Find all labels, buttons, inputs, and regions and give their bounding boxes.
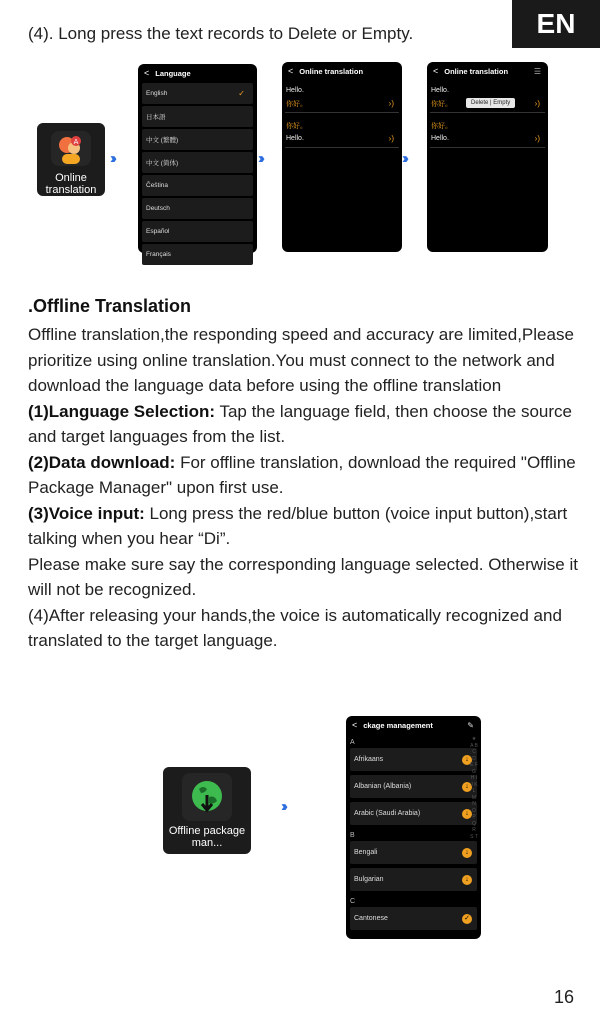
back-icon[interactable]: < (288, 66, 294, 76)
edit-icon[interactable]: ✎ (467, 720, 474, 730)
online-translation-screen (282, 62, 402, 252)
language-screen-header (138, 64, 257, 82)
record-target-text[interactable]: Hello. ›) (431, 134, 540, 143)
section-body (28, 322, 578, 654)
offline-package-manager-app-icon[interactable] (163, 767, 251, 854)
language-item[interactable]: Deutsch (142, 198, 253, 219)
package-management-screen (346, 716, 481, 939)
speaker-icon[interactable]: ›) (534, 134, 540, 143)
section-title: .Offline Translation (28, 296, 192, 316)
divider (285, 112, 399, 113)
package-item[interactable]: Albanian (Albania) ↓ (350, 775, 477, 798)
download-icon[interactable]: ↓ (462, 809, 472, 819)
translation-screen-header (282, 62, 402, 80)
package-item[interactable]: Cantonese ✓ (350, 907, 477, 930)
arrow-right-icon: ››› (110, 150, 113, 167)
language-item[interactable]: Čeština (142, 175, 253, 196)
section-letter: B (350, 831, 355, 839)
record-source-text[interactable]: 你好。 (431, 122, 452, 130)
divider (430, 147, 545, 148)
translation-people-icon (51, 131, 91, 166)
step-1: (1)Language Selection: Tap the language field, then choose the source and target languages from the list. (28, 401, 572, 446)
back-icon[interactable]: < (352, 720, 358, 730)
record-source-text[interactable]: Hello. (286, 87, 304, 94)
delete-button[interactable]: Delete (471, 100, 489, 106)
package-item[interactable]: Arabic (Saudi Arabia) ↓ (350, 802, 477, 825)
translation-screen-header (427, 62, 548, 80)
page-number: 16 (553, 987, 574, 1007)
alphabet-index[interactable]: ★ A B C D E F G H I J K L M N O P Q R S T (470, 736, 478, 840)
language-item[interactable]: 日本語 (142, 106, 253, 127)
package-screen-title: ckage management (363, 720, 433, 730)
language-item[interactable]: 中文 (繁體) (142, 129, 253, 150)
package-screen-header (346, 716, 481, 734)
globe-download-icon (182, 773, 232, 821)
package-item[interactable]: Bulgarian ↓ (350, 868, 477, 891)
language-badge: EN (512, 0, 600, 48)
speaker-icon[interactable]: ›) (388, 134, 394, 143)
section-letter: A (350, 738, 355, 746)
language-item[interactable]: 中文 (简体) (142, 152, 253, 173)
record-source-text[interactable]: 你好。 (286, 122, 307, 130)
language-item[interactable]: Français (142, 244, 253, 265)
section-letter: C (350, 897, 356, 905)
back-icon[interactable]: < (144, 68, 150, 78)
language-item[interactable]: English ✓ (142, 83, 253, 104)
record-source-text[interactable]: Hello. (431, 87, 449, 94)
download-icon[interactable]: ↓ (462, 755, 472, 765)
package-item[interactable]: Afrikaans ↓ (350, 748, 477, 771)
translation-screen-title: Online translation (299, 66, 364, 76)
divider (285, 147, 399, 148)
arrow-right-icon: ››› (258, 150, 261, 167)
online-translation-screen-popup (427, 62, 548, 252)
language-note: Please make sure say the corresponding language selected. Otherwise it will not be recognized. (28, 554, 578, 599)
step-4-instruction: (4). Long press the text records to Delete or Empty. (28, 24, 414, 43)
language-screen (138, 64, 257, 258)
menu-icon[interactable]: ☰ (533, 66, 541, 76)
empty-button[interactable]: Empty (493, 100, 511, 106)
record-target-text[interactable]: 你好。 ›) (286, 99, 394, 108)
intro-paragraph: Offline translation,the responding speed and accuracy are limited,Please prioritize using online translation.You must connect to the network and download the language data before using the offline translation (28, 325, 574, 395)
download-icon[interactable]: ↓ (462, 875, 472, 885)
language-screen-title: Language (155, 68, 191, 78)
speaker-icon[interactable]: ›) (388, 99, 394, 108)
step-4: (4)After releasing your hands,the voice is automatically recognized and translated to the target language. (28, 605, 562, 650)
record-target-text[interactable]: 你好。 Delete | Empty ›) (431, 99, 540, 108)
arrow-right-icon: ››› (281, 798, 284, 815)
language-item[interactable]: Español (142, 221, 253, 242)
online-translation-label: Online translation (45, 172, 97, 196)
downloaded-check-icon: ✓ (462, 914, 472, 924)
svg-text:A: A (73, 137, 79, 146)
package-item[interactable]: Bengali ↓ (350, 841, 477, 864)
speaker-icon[interactable]: ›) (534, 99, 540, 108)
back-icon[interactable]: < (433, 66, 439, 76)
step-3: (3)Voice input: Long press the red/blue button (voice input button),start talking when you hear “Di”. (28, 503, 568, 548)
translation-screen-title: Online translation (444, 66, 509, 76)
download-icon[interactable]: ↓ (462, 782, 472, 792)
divider (430, 112, 545, 113)
step-2: (2)Data download: For offline translation, download the required "Offline Package Manager" upon first use. (28, 452, 576, 497)
long-press-popup: Delete | Empty (466, 98, 515, 108)
arrow-right-icon: ››› (402, 150, 405, 167)
download-icon[interactable]: ↓ (462, 848, 472, 858)
record-target-text[interactable]: Hello. ›) (286, 134, 394, 143)
online-translation-app-icon[interactable] (37, 123, 105, 196)
checkmark-icon: ✓ (238, 89, 245, 98)
offline-package-manager-label: Offline package man... (168, 825, 246, 849)
